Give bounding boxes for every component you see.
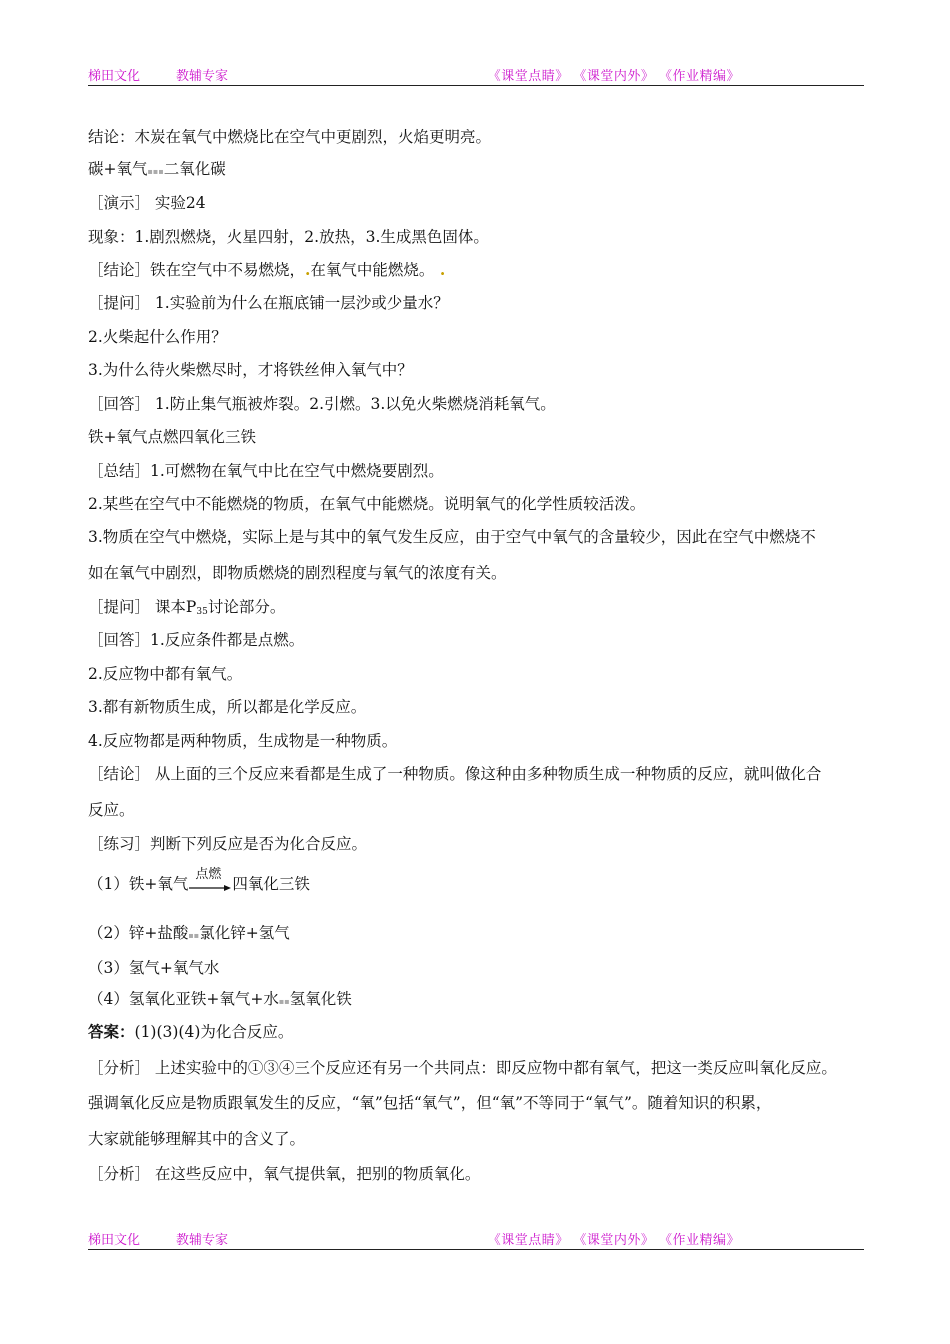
footer-series: 《课堂点睛》 《课堂内外》 《作业精编》 [487, 1233, 740, 1248]
reactants: （4）氢氧化亚铁+氧气+水 [88, 990, 279, 1008]
header-series: 《课堂点睛》 《课堂内外》 《作业精编》 [487, 69, 740, 84]
product: 氯化锌+氢气 [199, 924, 290, 942]
question-text-end: 讨论部分。 [207, 598, 286, 616]
text-line: 2.火柴起什么作用？ [88, 328, 227, 346]
text-line: ［结论］ 从上面的三个反应来看都是生成了一种物质。像这种由多种物质生成一种物质的反应，就叫做化合 [88, 765, 822, 783]
question-text: ［提问］ 课本P [88, 598, 197, 616]
footer-slogan: 教辅专家 [176, 1233, 229, 1248]
text-line: ［分析］ 在这些反应中，氧气提供氧，把别的物质氧化。 [88, 1165, 481, 1183]
text-line: 结论：木炭在氧气中燃烧比在空气中更剧烈，火焰更明亮。 [88, 128, 492, 146]
product: 二氧化碳 [163, 160, 226, 178]
reactants: （1）铁+氧气 [88, 875, 189, 893]
text-line: ［回答］ 1.防止集气瓶被炸裂。2.引燃。3.以免火柴燃烧消耗氧气。 [88, 395, 556, 413]
answer-line [88, 1021, 293, 1043]
conclusion-part2: 在氧气中能燃烧。 [310, 261, 435, 279]
text-line: 3.为什么待火柴燃尽时，才将铁丝伸入氧气中？ [88, 361, 413, 379]
reactants: （2）锌+盐酸 [88, 924, 189, 942]
page-footer [88, 1227, 864, 1250]
text-line: ［分析］ 上述实验中的①③④三个反应还有另一个共同点：即反应物中都有氧气，把这一类反应叫氧化反应。 [88, 1059, 837, 1077]
text-line: 反应。 [88, 801, 135, 819]
page-subscript: 35 [196, 607, 208, 617]
page-header [88, 63, 864, 86]
header-slogan: 教辅专家 [176, 69, 229, 84]
conclusion-part1: ［结论］铁在空气中不易燃烧， [88, 261, 306, 279]
text-line: 3.都有新物质生成，所以都是化学反应。 [88, 698, 367, 716]
text-line [88, 259, 445, 281]
equation-line [88, 158, 226, 183]
dot-mark: . [305, 260, 311, 279]
equation-line [88, 988, 352, 1013]
text-line: ［演示］ 实验24 [88, 194, 206, 212]
arrow-condition: 点燃 [195, 867, 222, 882]
condition-mark: ▪▪ [278, 997, 290, 1006]
text-line: 铁+氧气点燃四氧化三铁 [88, 428, 256, 446]
product: 四氧化三铁 [232, 875, 310, 893]
text-line: 大家就能够理解其中的含义了。 [88, 1130, 306, 1148]
text-line: ［提问］ 1.实验前为什么在瓶底铺一层沙或少量水？ [88, 294, 449, 312]
text-line [88, 596, 285, 623]
text-line: 2.某些在空气中不能燃烧的物质，在氧气中能燃烧。说明氧气的化学性质较活泼。 [88, 495, 646, 513]
text-line: 2.反应物中都有氧气。 [88, 665, 243, 683]
product: 氢氧化铁 [289, 990, 352, 1008]
answer-label: 答案： [88, 1022, 135, 1041]
reactants: 碳+氧气 [88, 160, 148, 178]
text-line: 4.反应物都是两种物质，生成物是一种物质。 [88, 732, 398, 750]
condition-mark: ▪▪▪ [147, 167, 164, 176]
equation-line [88, 867, 310, 896]
answer-text: (1)(3)(4)为化合反应。 [134, 1023, 294, 1041]
text-line: ［总结］1.可燃物在氧气中比在空气中燃烧要剧烈。 [88, 462, 444, 480]
text-line: 如在氧气中剧烈，即物质燃烧的剧烈程度与氧气的浓度有关。 [88, 564, 507, 582]
header-brand: 梯田文化 [88, 69, 141, 84]
text-line: ［练习］判断下列反应是否为化合反应。 [88, 835, 368, 853]
footer-brand: 梯田文化 [88, 1233, 141, 1248]
equation-line: （3）氢气+氧气水 [88, 959, 220, 977]
text-line: 3.物质在空气中燃烧，实际上是与其中的氧气发生反应，由于空气中氧气的含量较少，因此在空气中燃烧不 [88, 528, 816, 546]
condition-mark: ▪▪ [188, 931, 200, 940]
dot-mark: . [434, 260, 446, 279]
text-line: 现象：1.剧烈燃烧，火星四射，2.放热，3.生成黑色固体。 [88, 228, 489, 246]
text-line: ［回答］1.反应条件都是点燃。 [88, 631, 305, 649]
text-line: 强调氧化反应是物质跟氧发生的反应，“氧”包括“氧气”，但“氧”不等同于“氧气”。随着知识的积累， [88, 1094, 772, 1112]
equation-line [88, 922, 290, 947]
reaction-arrow-icon [188, 867, 232, 896]
